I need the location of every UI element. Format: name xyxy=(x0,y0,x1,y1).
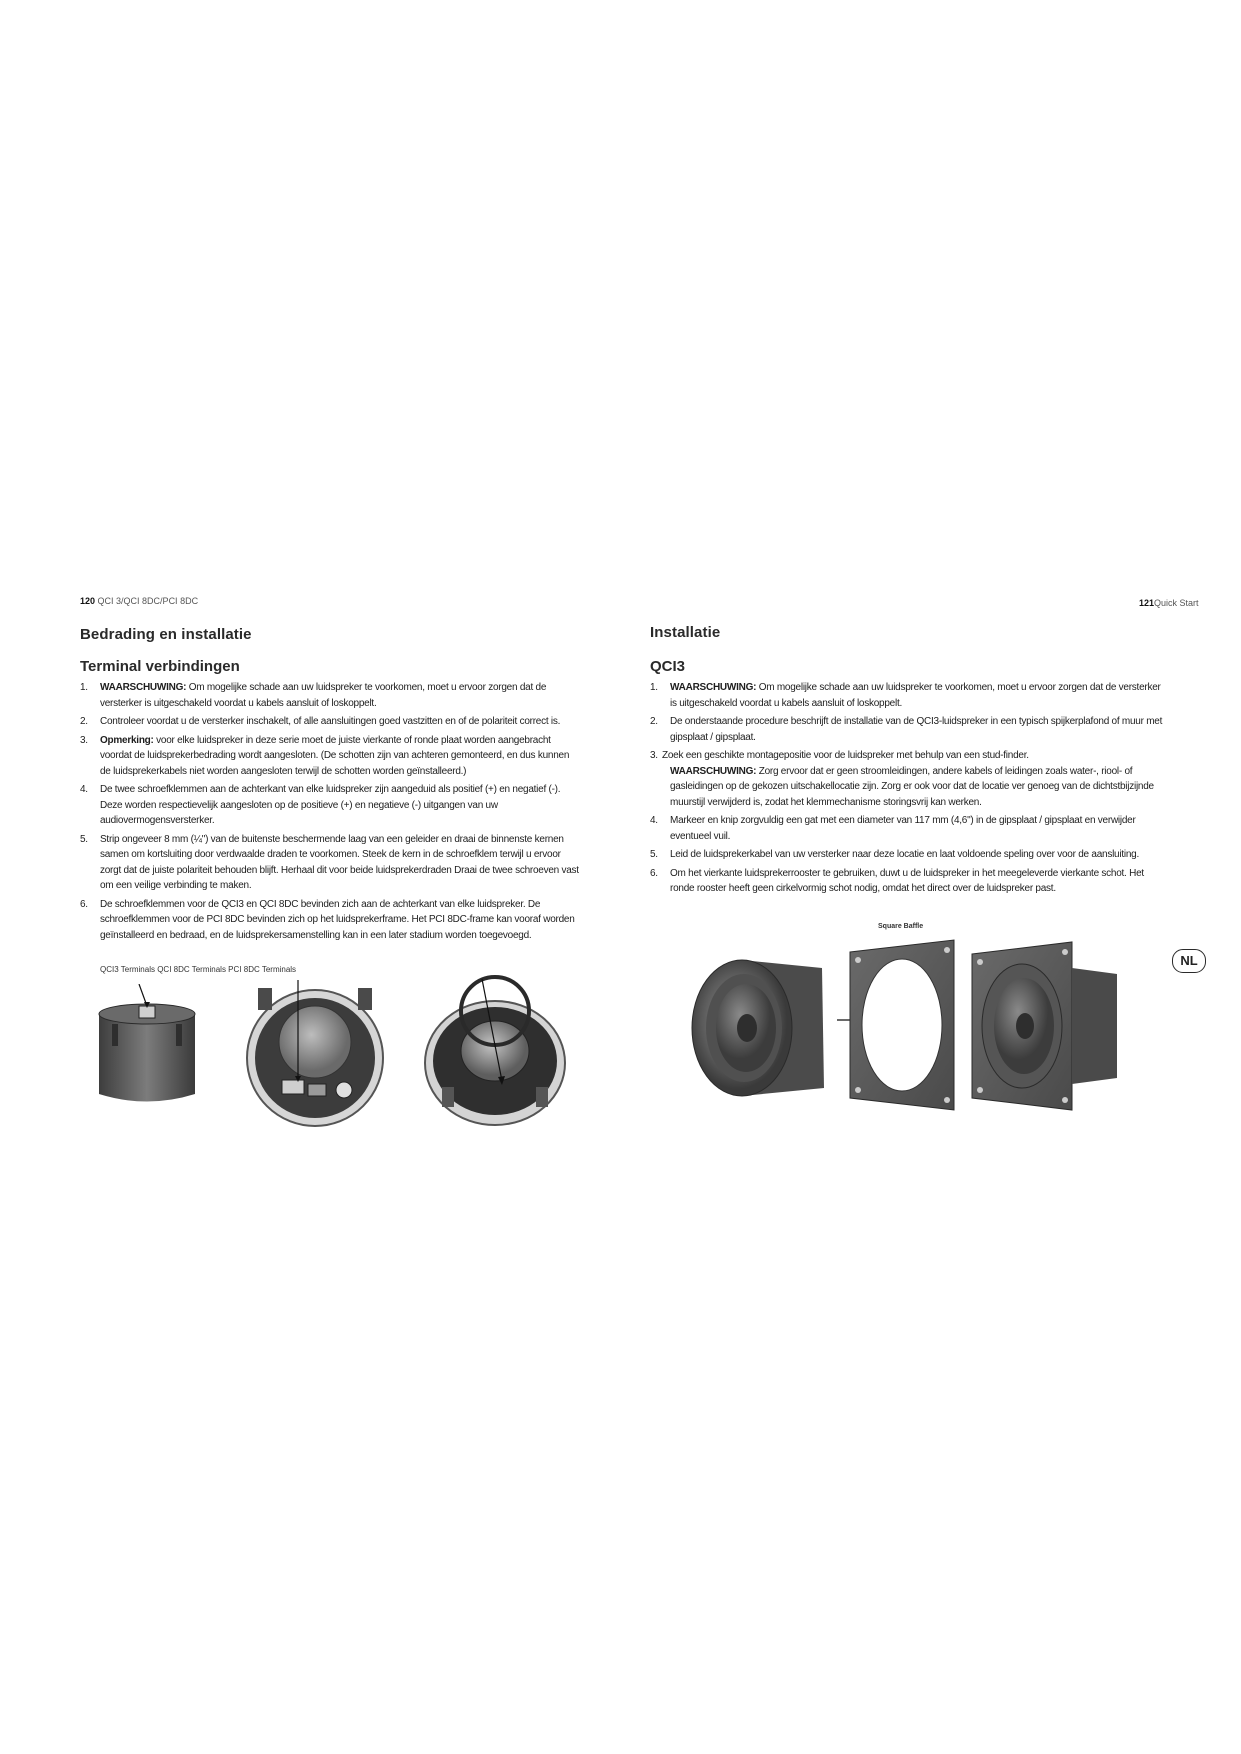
list-item xyxy=(80,782,580,829)
square-baffle-illustration xyxy=(672,938,1122,1118)
right-page-number: 121 xyxy=(1139,598,1155,608)
left-subsection-title: Terminal verbindingen xyxy=(80,658,240,675)
right-instruction-list xyxy=(650,680,1165,900)
item-number: 5. xyxy=(650,849,658,860)
item-text: De schroefklemmen voor de QCI3 en QCI 8DC bevinden zich aan de achterkant van elke luidspreker. De schroefklemmen voor de PCI 8DC bevinden zich op het luidsprekerframe. Het PCI 8DC-frame kan vooraf worden geïnstalleerd en bedraad, en de luidsprekersamenstelling kan in een later stadium worden toegevoegd. xyxy=(100,898,575,941)
item-text: De twee schroefklemmen aan de achterkant van elke luidspreker zijn aangeduid als positief (+) en negatief (-). Deze worden respectievelijk aangesloten op de positieve (+) en negatieve (-) uitgangen van uw audiovermogensversterker. xyxy=(100,784,561,826)
list-item xyxy=(650,813,1165,844)
item-text: Strip ongeveer 8 mm (¼") van de buitenste beschermende laag van een geleider en draai de binnenste kernen samen om kortsluiting door verdwaalde draden te voorkomen. Steek de kern in de schroefklem terwijl u ervoor zorgt dat de juiste polariteit behouden blijft. Herhaal dit voor beide luidsprekerdraden Draai de twee schroeven vast om een veilige verbinding te maken. xyxy=(100,833,579,891)
terminals-caption: QCI3 Terminals QCI 8DC Terminals PCI 8DC Terminals xyxy=(100,965,297,974)
item-bold: WAARSCHUWING: xyxy=(670,682,757,693)
item-number: 6. xyxy=(650,867,658,879)
right-header-text: Quick Start xyxy=(1154,598,1199,608)
note-text: Zorg ervoor dat er geen stroomleidingen, andere kabels of leidingen zoals water-, riool- of gasleidingen op de gekozen uitschakellocatie zijn. Zorg er ook voor dat de locatie ver genoeg van de dichtstbijzijnde muurstijl verwijderd is, zodat het klemmechanisme storingsvrij kan werken. xyxy=(670,765,1154,808)
qci3-terminal-image xyxy=(92,984,202,1114)
item-text: Zoek een geschikte montagepositie voor de luidspreker met behulp van een stud-finder. xyxy=(662,750,1029,761)
item-number: 3. xyxy=(650,750,658,761)
list-item xyxy=(80,897,580,944)
item-number: 5. xyxy=(80,833,88,845)
left-section-title: Bedrading en installatie xyxy=(80,626,252,643)
item-text: Markeer en knip zorgvuldig een gat met een diameter van 117 mm (4,6") in de gipsplaat / gipsplaat en verwijder eventueel vuil. xyxy=(670,815,1136,842)
warning-note xyxy=(662,764,1165,811)
item-number: 6. xyxy=(80,898,88,910)
item-text: Om mogelijke schade aan uw luidspreker te voorkomen, moet u ervoor zorgen dat de versterker is uitgeschakeld voordat u kabels aansluit of loskoppelt. xyxy=(100,682,547,709)
item-text: Om het vierkante luidsprekerrooster te gebruiken, duwt u de luidspreker in het meegeleverde vierkante schot. Het ronde rooster heeft geen cirkelvormig schot nodig, omdat het direct over de luidspreker past. xyxy=(670,867,1144,894)
item-text: Leid de luidsprekerkabel van uw versterker naar deze locatie en laat voldoende speling over voor de aansluiting. xyxy=(670,849,1139,860)
item-text: voor elke luidspreker in deze serie moet de juiste vierkante of ronde plaat worden aangebracht voordat de luidsprekerbedrading wordt aangesloten. (De schotten zijn van achteren gemonteerd, en dus kunnen de luidsprekerkabels niet worden aangesloten terwijl de schotten worden geïnstalleerd.) xyxy=(100,734,570,777)
list-item xyxy=(80,733,580,780)
item-number: 4. xyxy=(650,815,658,826)
list-item xyxy=(650,714,1165,745)
item-number: 4. xyxy=(80,784,88,795)
item-text: Om mogelijke schade aan uw luidspreker te voorkomen, moet u ervoor zorgen dat de versterker is uitgeschakeld voordat u kabels aansluit of loskoppelt. xyxy=(670,682,1161,709)
item-number: 2. xyxy=(650,716,658,727)
item-number: 1. xyxy=(80,682,88,693)
item-number: 3. xyxy=(80,734,88,746)
list-item xyxy=(650,680,1165,711)
pci8dc-terminal-image xyxy=(420,975,570,1130)
right-subsection-title: QCI3 xyxy=(650,658,686,675)
item-bold: WAARSCHUWING: xyxy=(100,682,187,693)
list-item xyxy=(80,832,580,894)
list-item xyxy=(80,714,580,730)
note-bold: WAARSCHUWING: xyxy=(670,765,757,777)
item-bold: Opmerking: xyxy=(100,734,154,746)
list-item xyxy=(650,847,1165,863)
item-number: 2. xyxy=(80,716,88,727)
item-text: Controleer voordat u de versterker inschakelt, of alle aansluitingen goed vastzitten en of de polariteit correct is. xyxy=(100,716,561,727)
square-baffle-label: Square Baffle xyxy=(878,923,924,930)
list-item xyxy=(650,866,1165,897)
right-running-header xyxy=(1139,598,1199,608)
list-item xyxy=(650,748,1165,810)
left-header-text: QCI 3/QCI 8DC/PCI 8DC xyxy=(97,596,199,606)
list-item xyxy=(80,680,580,711)
left-running-header xyxy=(80,596,198,606)
left-page-number: 120 xyxy=(80,596,96,606)
language-tab-nl: NL xyxy=(1172,949,1206,973)
item-text: De onderstaande procedure beschrijft de installatie van de QCI3-luidspreker in een typisch spijkerplafond of muur met gipsplaat / gipsplaat. xyxy=(670,716,1163,743)
left-instruction-list xyxy=(80,680,580,946)
qci8dc-terminal-image xyxy=(240,980,390,1130)
right-section-title: Installatie xyxy=(650,624,721,641)
item-number: 1. xyxy=(650,682,658,693)
